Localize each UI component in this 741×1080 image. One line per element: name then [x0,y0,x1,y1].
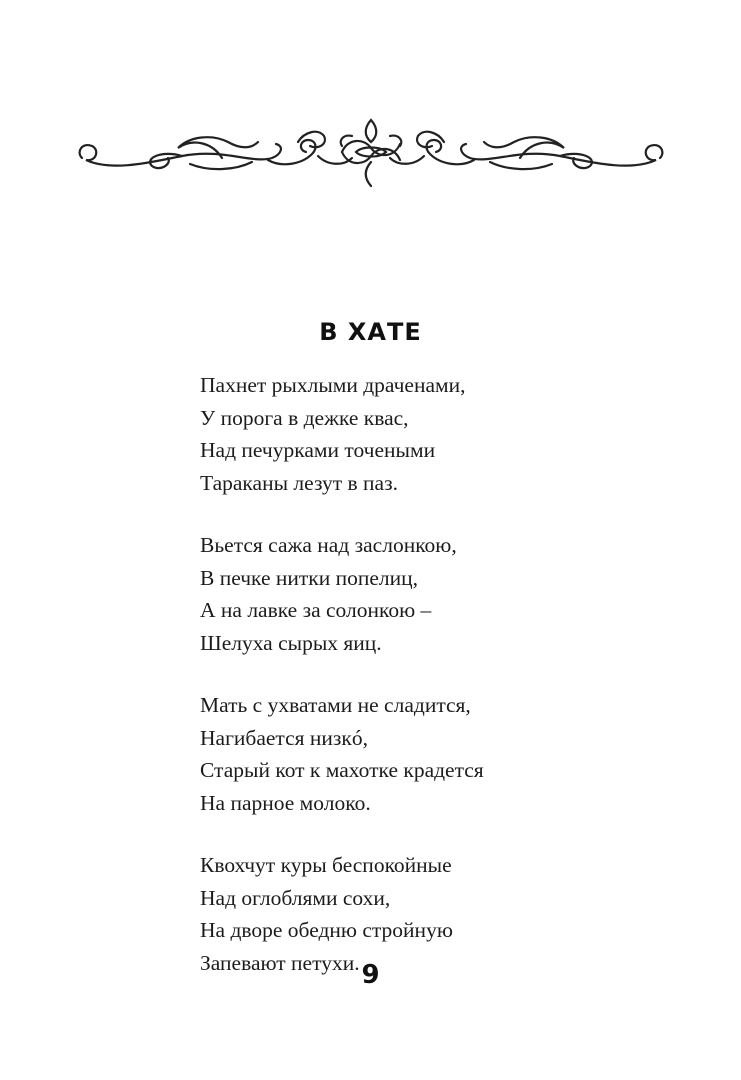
poem-line: А на лавке за солонкою – [200,598,432,622]
poem-line: На дворе обедню стройную [200,918,453,942]
poem-body [200,369,680,1009]
poem-title: В ХАТЕ [319,318,422,346]
poem-line: Тараканы лезут в паз. [200,470,398,495]
poem-line: Мать с ухватами не сладится, [200,693,471,717]
poem-line: Нагибается низкó, [200,725,368,750]
stanza [200,689,680,819]
poem-line: Запевают петухи. [200,950,360,975]
poem-line: Шелуха сырых яиц. [200,630,382,655]
poem-line: Вьется сажа над заслонкою, [200,533,457,557]
page-number: 9 [361,960,380,990]
poem-line: В печке нитки попелиц, [200,565,419,590]
poem-line: Над печурками точеными [200,438,436,462]
stanza [200,369,680,499]
poem-line: Пахнет рыхлыми драченами, [200,373,466,397]
poem-line: У порога в дежке квас, [200,405,409,430]
poem-line: Над оглоблями сохи, [200,885,391,910]
poem-line: Квохчут куры беспокойные [200,853,452,877]
scroll-ornament-icon [72,112,670,192]
poem-line: На парное молоко. [200,790,371,815]
poem-line: Старый кот к махотке крадется [200,758,484,782]
stanza [200,529,680,659]
